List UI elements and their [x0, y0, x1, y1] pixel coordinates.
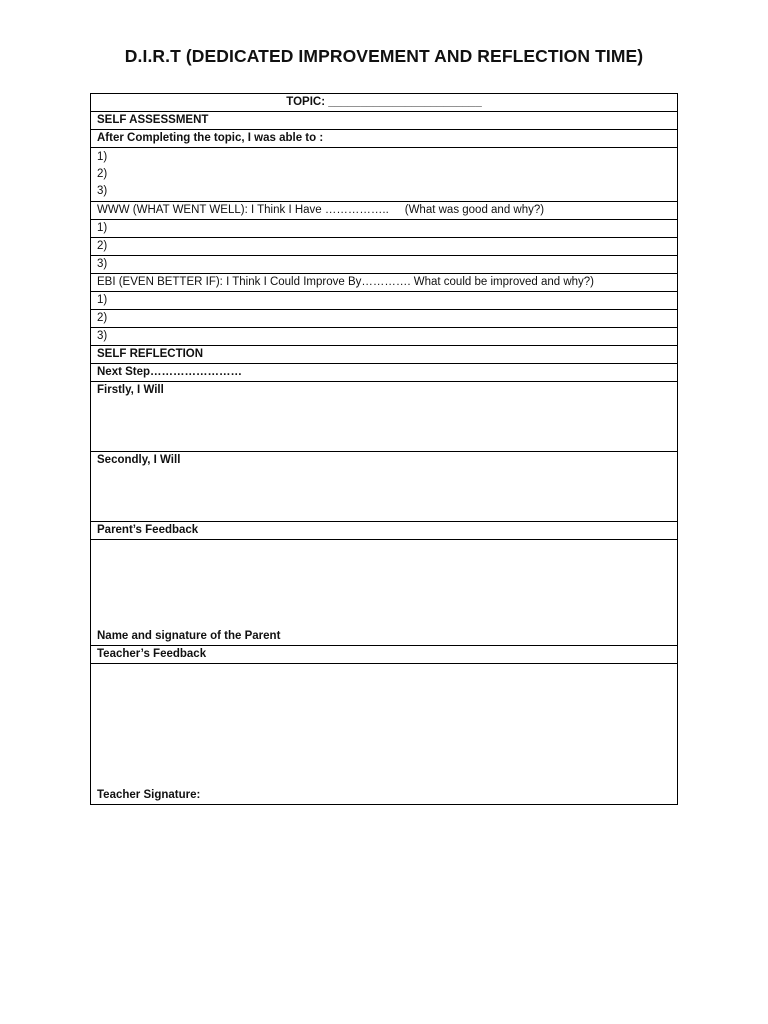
parent-signature-label: Name and signature of the Parent [97, 630, 281, 642]
www-item-1[interactable]: 1) [91, 220, 677, 238]
page-title: D.I.R.T (DEDICATED IMPROVEMENT AND REFLECTION TIME) [124, 46, 644, 66]
dirt-form-table [90, 93, 678, 805]
list-item: 3) [97, 185, 108, 197]
ebi-heading: EBI (EVEN BETTER IF): I Think I Could Improve By…………. What could be improved and why?) [91, 274, 677, 292]
www-heading: WWW (WHAT WENT WELL): I Think I Have …………….. (What was good and why?) [91, 202, 677, 220]
self-assessment-prompt: After Completing the topic, I was able to : [91, 130, 677, 148]
teacher-feedback-box[interactable] [91, 664, 677, 804]
www-item-2[interactable]: 2) [91, 238, 677, 256]
ebi-item-2[interactable]: 2) [91, 310, 677, 328]
firstly-label: Firstly, I Will [97, 384, 164, 396]
list-item: 2) [97, 168, 108, 180]
www-item-3[interactable]: 3) [91, 256, 677, 274]
firstly-field[interactable] [91, 382, 677, 452]
teacher-feedback-heading: Teacher’s Feedback [91, 646, 677, 664]
self-reflection-heading: SELF REFLECTION [91, 346, 677, 364]
secondly-field[interactable] [91, 452, 677, 522]
parent-feedback-heading: Parent’s Feedback [91, 522, 677, 540]
self-assessment-list[interactable] [91, 148, 677, 202]
ebi-item-3[interactable]: 3) [91, 328, 677, 346]
parent-feedback-box[interactable] [91, 540, 677, 646]
ebi-item-1[interactable]: 1) [91, 292, 677, 310]
list-item: 1) [97, 151, 108, 163]
teacher-signature-label: Teacher Signature: [97, 789, 201, 801]
next-step-field[interactable]: Next Step…………………… [91, 364, 677, 382]
self-assessment-heading: SELF ASSESSMENT [91, 112, 677, 130]
secondly-label: Secondly, I Will [97, 454, 181, 466]
topic-field[interactable]: TOPIC: ________________________ [91, 94, 677, 112]
